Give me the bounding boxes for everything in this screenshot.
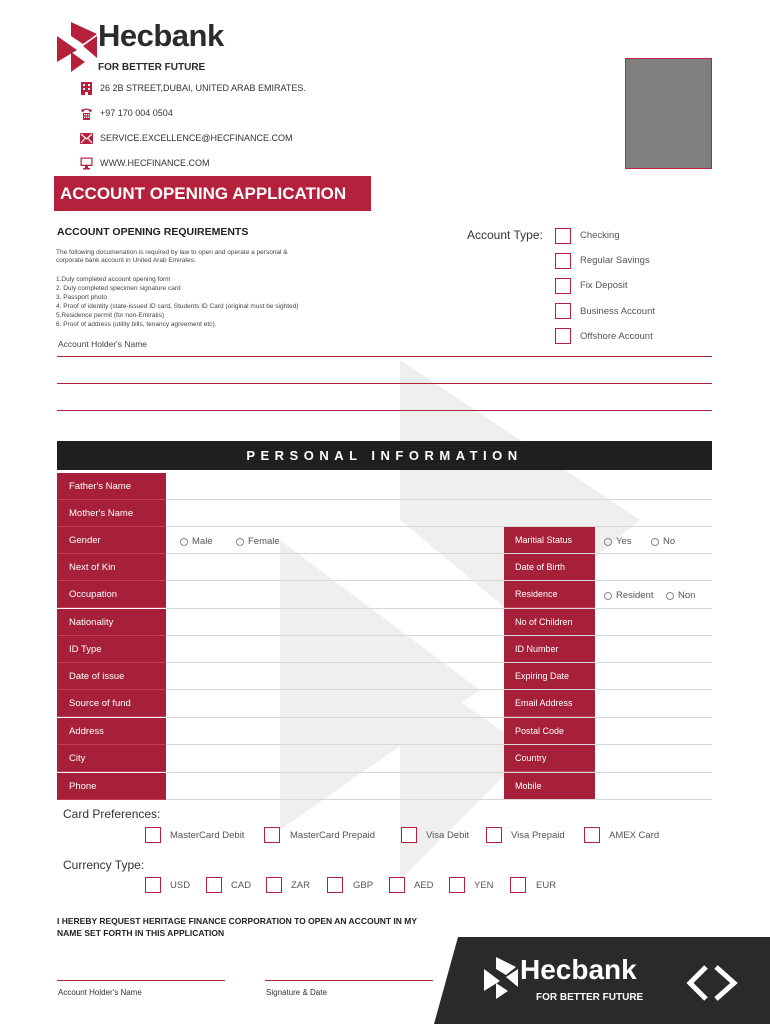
occupation-field[interactable] [166,608,712,609]
label-id-type: ID Type [57,636,166,663]
account-type-option: Business Account [580,306,655,317]
gender-radio-male[interactable] [180,536,213,547]
account-type-option: Regular Savings [580,255,650,266]
account-type-checkbox-offshore[interactable] [555,328,571,344]
next-of-kin-field[interactable] [166,580,712,581]
account-type-label: Account Type: [467,228,543,242]
card-checkbox-mastercard-debit[interactable] [145,827,161,843]
requirement-item: 5.Residence permit (for non-Emiratis) [56,312,165,319]
account-holder-line-3[interactable] [57,410,712,411]
address-field[interactable] [166,744,712,745]
account-holder-signature-line[interactable] [57,980,225,981]
form-title: ACCOUNT OPENING APPLICATION [54,176,371,211]
phone-text: +97 170 004 0504 [100,108,173,118]
label-next-of-kin: Next of Kin [57,554,166,581]
label-date-of-issue: Date of issue [57,663,166,690]
radio-label: Yes [616,536,632,547]
currency-checkbox-zar[interactable] [266,877,282,893]
radio-label: Male [192,536,213,547]
account-type-option: Checking [580,230,620,241]
currency-option: ZAR [291,880,310,891]
currency-option: USD [170,880,191,891]
contact-address [80,80,306,96]
mail-icon [80,132,93,145]
card-option: Visa Prepaid [511,830,565,841]
account-holder-line-1[interactable] [57,356,712,357]
currency-option: CAD [231,880,252,891]
personal-info-header: PERSONAL INFORMATION [57,441,712,470]
requirement-item: 3. Passport photo [56,294,107,301]
radio-circle-icon [180,538,188,546]
declaration-text [57,915,457,939]
requirement-item: 6. Proof of address (utility bills, tenancy agreement etc). [56,321,217,328]
residence-radio-resident[interactable] [604,590,654,601]
card-preferences-label: Card Preferences: [63,807,161,821]
marital-radio-no[interactable] [651,536,675,547]
label-no-of-children: No of Children [504,609,595,636]
radio-circle-icon [666,592,674,600]
currency-checkbox-gbp[interactable] [327,877,343,893]
label-marital-status: Maritial Status [504,527,595,554]
account-type-checkbox-savings[interactable] [555,253,571,269]
footer-brand-tagline: FOR BETTER FUTURE [536,992,644,1003]
contact-phone [80,105,173,121]
source-of-fund-field[interactable] [166,717,712,718]
card-option: Visa Debit [426,830,470,841]
radio-circle-icon [236,538,244,546]
label-city: City [57,745,166,772]
card-option: MasterCard Debit [170,830,245,841]
label-country: Country [504,745,595,772]
currency-option: YEN [474,880,494,891]
label-postal-code: Postal Code [504,718,595,745]
requirement-item: 2. Duly completed specimen signature card [56,285,181,292]
currency-option: GBP [353,880,374,891]
footer-brand-name: Hecbank [520,954,637,985]
label-email-address: Email Address [504,690,595,717]
account-holder-label: Account Holder's Name [58,339,148,349]
phone-field[interactable] [166,799,712,800]
date-of-issue-field[interactable] [166,689,712,690]
account-type-checkbox-checking[interactable] [555,228,571,244]
card-option: AMEX Card [609,830,660,841]
currency-option: EUR [536,880,557,891]
radio-circle-icon [651,538,659,546]
declaration-line-2: NAME SET FORTH IN THIS APPLICATION [57,928,225,938]
currency-checkbox-eur[interactable] [510,877,526,893]
radio-circle-icon [604,538,612,546]
card-checkbox-mastercard-prepaid[interactable] [264,827,280,843]
account-type-option: Offshore Account [580,331,653,342]
label-expiring-date: Expiring Date [504,663,595,690]
contact-email [80,130,293,146]
signature-date-label: Signature & Date [266,988,327,997]
label-occupation: Occupation [57,581,166,608]
gender-radio-female[interactable] [236,536,280,547]
mothers-name-field[interactable] [166,526,712,527]
hecbank-logo-icon [57,22,97,72]
label-nationality: Nationality [57,609,166,636]
requirements-intro-2: corporate bank account in United Arab Emirates: [56,257,196,264]
id-type-field[interactable] [166,662,712,663]
label-gender: Gender [57,527,166,554]
requirements-title: ACCOUNT OPENING REQUIREMENTS [57,226,249,238]
label-mobile: Mobile [504,773,595,800]
account-type-checkbox-fix-deposit[interactable] [555,278,571,294]
label-phone: Phone [57,773,166,800]
radio-circle-icon [604,592,612,600]
requirement-item: 4. Proof of identity (state-issued ID card, Students ID Card (original must be sighted) [56,303,299,310]
brand-tagline: FOR BETTER FUTURE [98,62,206,73]
city-field[interactable] [166,772,712,773]
currency-checkbox-usd[interactable] [145,877,161,893]
signature-date-line[interactable] [265,980,433,981]
card-checkbox-amex[interactable] [584,827,600,843]
currency-checkbox-aed[interactable] [389,877,405,893]
currency-type-label: Currency Type: [63,858,145,872]
fathers-name-field[interactable] [166,499,712,500]
card-checkbox-visa-debit[interactable] [401,827,417,843]
radio-label: Non [678,590,696,601]
label-address: Address [57,718,166,745]
account-type-option: Fix Deposit [580,280,628,291]
currency-checkbox-yen[interactable] [449,877,465,893]
label-mothers-name: Mother's Name [57,500,166,527]
label-source-of-fund: Source of fund [57,690,166,717]
account-type-checkbox-business[interactable] [555,303,571,319]
radio-label: Female [248,536,280,547]
requirements-intro-1: The following documenation is required by law to open and operate a personal & [56,249,288,256]
label-date-of-birth: Date of Birth [504,554,595,581]
marital-radio-yes[interactable] [604,536,632,547]
building-icon [80,82,93,95]
computer-icon [80,157,93,170]
email-text: SERVICE.EXCELLENCE@HECFINANCE.COM [100,133,293,143]
website-text: WWW.HECFINANCE.COM [100,158,210,168]
phone-icon [80,107,93,120]
declaration-line-1: I HEREBY REQUEST HERITAGE FINANCE CORPORATION TO OPEN AN ACCOUNT IN MY [57,916,418,926]
passport-photo-box[interactable] [625,58,712,169]
radio-label: Resident [616,590,654,601]
gender-row-line [166,553,712,554]
label-id-number: ID Number [504,636,595,663]
account-holder-line-2[interactable] [57,383,712,384]
nationality-field[interactable] [166,635,712,636]
label-fathers-name: Father's Name [57,473,166,500]
label-residence: Residence [504,581,595,608]
card-checkbox-visa-prepaid[interactable] [486,827,502,843]
footer-band [434,937,770,1024]
currency-checkbox-cad[interactable] [206,877,222,893]
residence-radio-non[interactable] [666,590,695,601]
requirement-item: 1.Duly completed account opening form [56,276,171,283]
radio-label: No [663,536,676,547]
currency-option: AED [414,880,434,891]
contact-website [80,155,210,171]
card-option: MasterCard Prepaid [290,830,376,841]
signature-holder-label: Account Holder's Name [58,988,142,997]
address-text: 26 2B STREET,DUBAI, UNITED ARAB EMIRATES. [100,83,306,93]
brand-name: Hecbank [98,18,224,53]
